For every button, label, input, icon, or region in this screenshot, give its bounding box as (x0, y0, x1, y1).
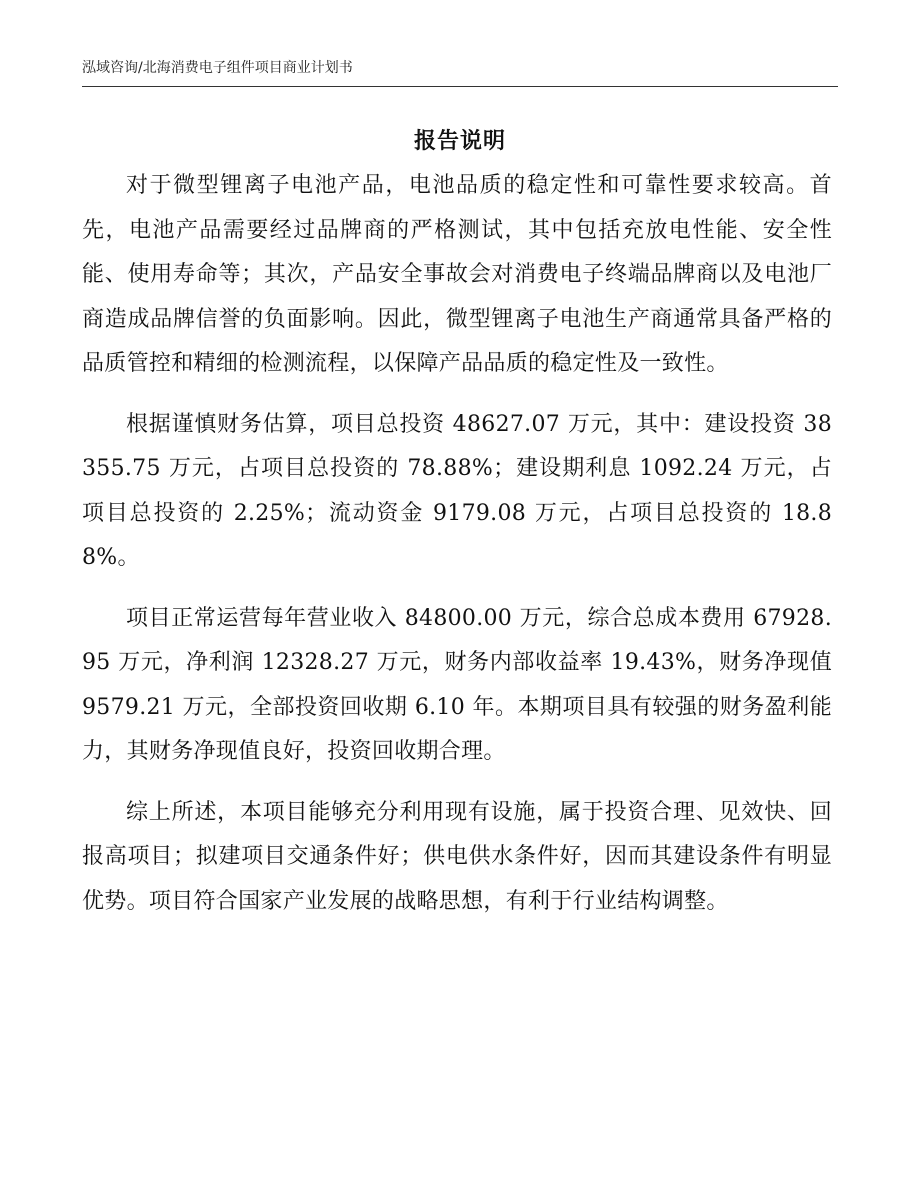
paragraph-financial-returns: 项目正常运营每年营业收入 84800.00 万元，综合总成本费用 67928.95 万元，净利润 12328.27 万元，财务内部收益率 19.43%，财务净现值 9579.21 万元，全部投资回收期 6.10 年。本期项目具有较强的财务盈利能力，其财务净现值良好，投资回收期合理。 (82, 605, 832, 764)
section-title: 报告说明 (413, 129, 506, 154)
report-body (82, 164, 832, 940)
paragraph-conclusion: 综上所述，本项目能够充分利用现有设施，属于投资合理、见效快、回报高项目；拟建项目交通条件好；供电供水条件好，因而其建设条件有明显优势。项目符合国家产业发展的战略思想，有利于行业结构调整。 (82, 799, 832, 914)
paragraph-battery-quality: 对于微型锂离子电池产品，电池品质的稳定性和可靠性要求较高。首先，电池产品需要经过品牌商的严格测试，其中包括充放电性能、安全性能、使用寿命等；其次，产品安全事故会对消费电子终端品牌商以及电池厂商造成品牌信誉的负面影响。因此，微型锂离子电池生产商通常具备严格的品质管控和精细的检测流程，以保障产品品质的稳定性及一致性。 (82, 173, 832, 376)
header-divider (82, 86, 838, 87)
running-header: 泓域咨询/北海消费电子组件项目商业计划书 (82, 60, 353, 76)
paragraph-investment-estimate: 根据谨慎财务估算，项目总投资 48627.07 万元，其中：建设投资 38355.75 万元，占项目总投资的 78.88%；建设期利息 1092.24 万元，占项目总投资的 2.25%；流动资金 9179.08 万元，占项目总投资的 18.88%。 (82, 411, 832, 570)
